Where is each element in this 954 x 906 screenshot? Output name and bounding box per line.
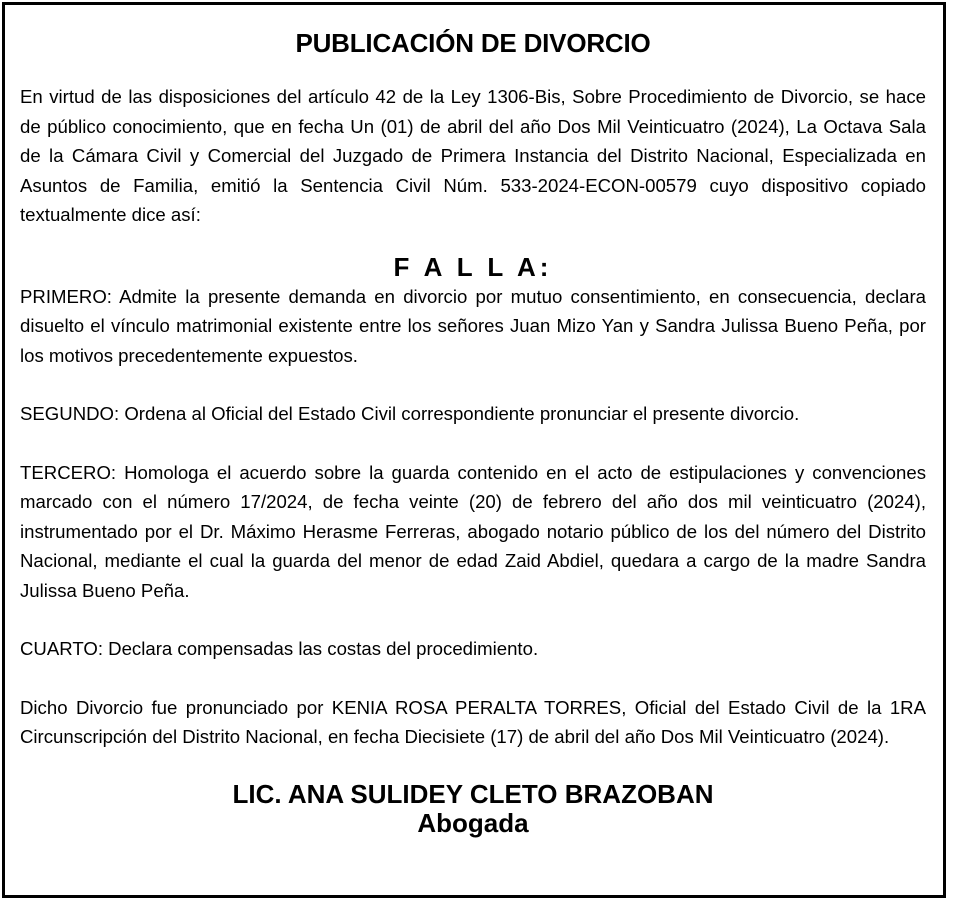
closing-paragraph: Dicho Divorcio fue pronunciado por KENIA ROSA PERALTA TORRES, Oficial del Estado Civil de la 1RA Circunscripción del Distrito Nacional, en fecha Diecisiete (17) de abril del año Dos Mil Veinticuatro (2024). — [20, 696, 926, 747]
cuarto-paragraph: CUARTO: Declara compensadas las costas del procedimiento. — [20, 638, 539, 659]
spacer — [20, 605, 926, 634]
notice-title: PUBLICACIÓN DE DIVORCIO — [295, 28, 651, 58]
falla-heading: F A L L A: — [393, 251, 553, 282]
spacer — [20, 370, 926, 399]
spacer — [20, 429, 926, 458]
intro-paragraph: En virtud de las disposiciones del artículo 42 de la Ley 1306-Bis, Sobre Procedimiento de Divorcio, se hace de público conocimiento, que en fecha Un (01) de abril del año Dos Mil Veinticuatro (2024), La Octava Sala de la Cámara Civil y Comercial del Juzgado de Primera Instancia del Distrito Nacional, Especializada en Asuntos de Familia, emitió la Sentencia Civil Núm. 533-2024-ECON-00579 cuyo dispositivo copiado textualmente dice así: — [20, 86, 926, 225]
tercero-paragraph: TERCERO: Homologa el acuerdo sobre la guarda contenido en el acto de estipulaciones y convenciones marcado con el número 17/2024, de fecha veinte (20) de febrero del año dos mil veinticuatro (2024), instrumentado por el Dr. Máximo Herasme Ferreras, abogado notario público de los del número del Distrito Nacional, mediante el cual la guarda del menor de edad Zaid Abdiel, quedara a cargo de la madre Sandra Julissa Bueno Peña. — [20, 461, 926, 601]
segundo-paragraph: SEGUNDO: Ordena al Oficial del Estado Civil correspondiente pronunciar el presente divorcio. — [20, 403, 800, 424]
notice-content — [20, 26, 926, 838]
spacer — [20, 664, 926, 693]
primero-paragraph: PRIMERO: Admite la presente demanda en divorcio por mutuo consentimiento, en consecuencia, declara disuelto el vínculo matrimonial existente entre los señores Juan Mizo Yan y Sandra Julissa Bueno Peña, por los motivos precedentemente expuestos. — [20, 285, 926, 366]
signature-name: LIC. ANA SULIDEY CLETO BRAZOBAN — [232, 778, 714, 809]
signature-role: Abogada — [417, 807, 529, 838]
